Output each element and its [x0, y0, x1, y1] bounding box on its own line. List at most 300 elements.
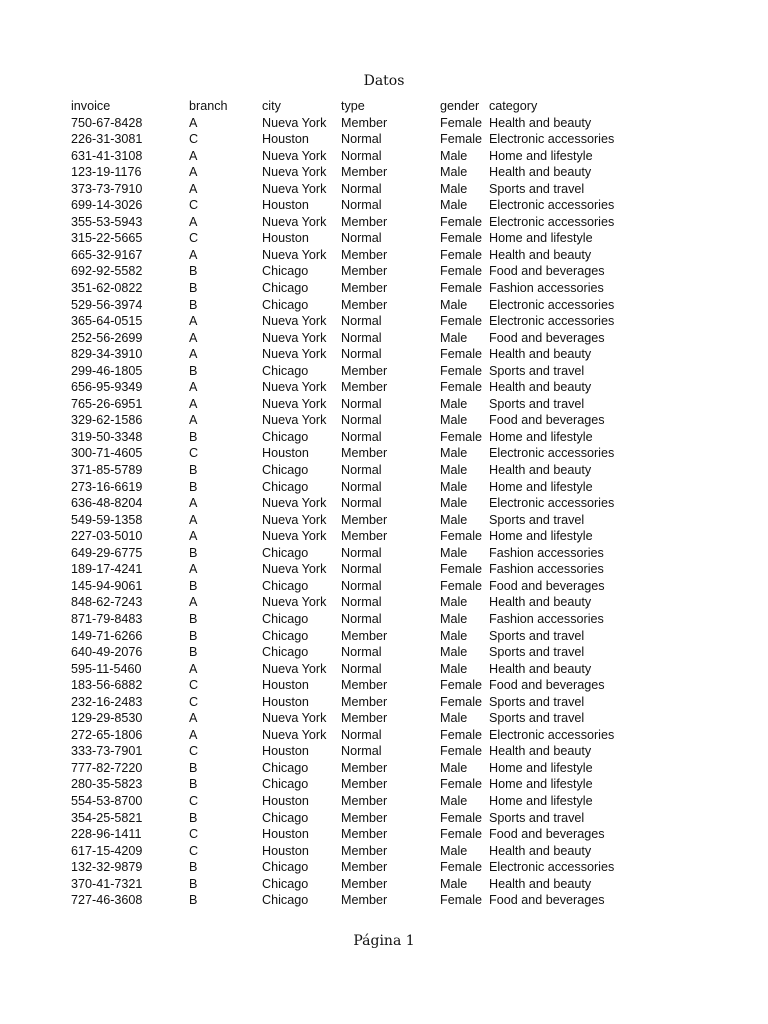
- branch-cell: B: [189, 893, 198, 908]
- city-cell: Chicago: [262, 611, 309, 626]
- gender-cell: Female: [440, 115, 482, 130]
- branch-cell: A: [189, 247, 198, 262]
- gender-cell: Female: [440, 810, 482, 825]
- category-cell: Health and beauty: [489, 165, 592, 180]
- branch-cell: B: [189, 479, 198, 494]
- city-cell: Nueva York: [262, 661, 327, 676]
- table-row: [71, 859, 649, 876]
- invoice-cell: 373-73-7910: [71, 181, 143, 196]
- type-cell: Member: [341, 281, 388, 296]
- branch-cell: B: [189, 429, 198, 444]
- branch-cell: B: [189, 297, 198, 312]
- city-cell: Nueva York: [262, 727, 327, 742]
- category-cell: Sports and travel: [489, 810, 585, 825]
- branch-cell: B: [189, 611, 198, 626]
- invoice-cell: 665-32-9167: [71, 247, 143, 262]
- category-cell: Electronic accessories: [489, 727, 615, 742]
- city-cell: Chicago: [262, 479, 309, 494]
- city-cell: Houston: [262, 231, 309, 246]
- invoice-cell: 636-48-8204: [71, 496, 143, 511]
- table-row: [71, 197, 649, 214]
- city-cell: Houston: [262, 694, 309, 709]
- type-cell: Normal: [341, 463, 382, 478]
- invoice-cell: 777-82-7220: [71, 760, 143, 775]
- category-cell: Sports and travel: [489, 363, 585, 378]
- category-cell: Home and lifestyle: [489, 760, 593, 775]
- gender-cell: Female: [440, 380, 482, 395]
- table-body: [71, 115, 649, 909]
- category-cell: Health and beauty: [489, 843, 592, 858]
- table-row: [71, 710, 649, 727]
- invoice-cell: 529-56-3974: [71, 297, 143, 312]
- type-cell: Normal: [341, 496, 382, 511]
- city-cell: Chicago: [262, 860, 309, 875]
- category-cell: Health and beauty: [489, 876, 592, 891]
- category-cell: Health and beauty: [489, 744, 592, 759]
- type-cell: Normal: [341, 132, 382, 147]
- invoice-cell: 370-41-7321: [71, 876, 143, 891]
- type-cell: Member: [341, 115, 388, 130]
- gender-cell: Female: [440, 132, 482, 147]
- table-row: [71, 545, 649, 562]
- gender-cell: Female: [440, 562, 482, 577]
- table-row: [71, 313, 649, 330]
- gender-cell: Male: [440, 611, 468, 626]
- type-cell: Member: [341, 860, 388, 875]
- category-cell: Electronic accessories: [489, 446, 615, 461]
- invoice-cell: 232-16-2483: [71, 694, 143, 709]
- branch-cell: C: [189, 198, 199, 213]
- branch-cell: A: [189, 413, 198, 428]
- city-cell: Nueva York: [262, 115, 327, 130]
- gender-cell: Male: [440, 297, 468, 312]
- type-cell: Member: [341, 529, 388, 544]
- branch-cell: A: [189, 396, 198, 411]
- type-cell: Normal: [341, 330, 382, 345]
- branch-cell: B: [189, 760, 198, 775]
- table-row: [71, 263, 649, 280]
- branch-cell: A: [189, 661, 198, 676]
- city-cell: Nueva York: [262, 347, 327, 362]
- table-row: [71, 495, 649, 512]
- city-cell: Chicago: [262, 264, 309, 279]
- table-row: [71, 727, 649, 744]
- city-cell: Chicago: [262, 578, 309, 593]
- type-cell: Normal: [341, 595, 382, 610]
- table-row: [71, 148, 649, 165]
- category-cell: Health and beauty: [489, 595, 592, 610]
- page-footer: Página 1: [353, 933, 415, 949]
- invoice-cell: 549-59-1358: [71, 512, 143, 527]
- city-cell: Chicago: [262, 429, 309, 444]
- type-cell: Member: [341, 777, 388, 792]
- table-row: [71, 230, 649, 247]
- type-cell: Normal: [341, 727, 382, 742]
- table-row: [71, 396, 649, 413]
- category-cell: Home and lifestyle: [489, 148, 593, 163]
- gender-cell: Male: [440, 645, 468, 660]
- table-row: [71, 561, 649, 578]
- invoice-cell: 631-41-3108: [71, 148, 143, 163]
- invoice-cell: 300-71-4605: [71, 446, 143, 461]
- table-row: [71, 661, 649, 678]
- city-cell: Nueva York: [262, 380, 327, 395]
- city-cell: Houston: [262, 827, 309, 842]
- gender-cell: Male: [440, 876, 468, 891]
- city-cell: Chicago: [262, 463, 309, 478]
- gender-cell: Female: [440, 214, 482, 229]
- table-row: [71, 115, 649, 132]
- invoice-cell: 617-15-4209: [71, 843, 143, 858]
- category-cell: Food and beverages: [489, 578, 605, 593]
- table-row: [71, 462, 649, 479]
- gender-cell: Male: [440, 496, 468, 511]
- invoice-cell: 354-25-5821: [71, 810, 143, 825]
- table-row: [71, 578, 649, 595]
- invoice-cell: 871-79-8483: [71, 611, 143, 626]
- type-cell: Member: [341, 793, 388, 808]
- column-header: branch: [189, 99, 228, 113]
- invoice-cell: 365-64-0515: [71, 314, 143, 329]
- branch-cell: C: [189, 446, 199, 461]
- category-cell: Fashion accessories: [489, 281, 604, 296]
- gender-cell: Male: [440, 413, 468, 428]
- gender-cell: Male: [440, 330, 468, 345]
- category-cell: Sports and travel: [489, 694, 585, 709]
- category-cell: Food and beverages: [489, 678, 605, 693]
- type-cell: Member: [341, 893, 388, 908]
- invoice-cell: 351-62-0822: [71, 281, 143, 296]
- city-cell: Chicago: [262, 810, 309, 825]
- table-row: [71, 412, 649, 429]
- city-cell: Nueva York: [262, 148, 327, 163]
- city-cell: Nueva York: [262, 711, 327, 726]
- category-cell: Food and beverages: [489, 264, 605, 279]
- column-header: city: [262, 99, 281, 113]
- table-row: [71, 760, 649, 777]
- type-cell: Normal: [341, 148, 382, 163]
- branch-cell: A: [189, 711, 198, 726]
- category-cell: Food and beverages: [489, 413, 605, 428]
- city-cell: Chicago: [262, 545, 309, 560]
- type-cell: Normal: [341, 396, 382, 411]
- category-cell: Health and beauty: [489, 661, 592, 676]
- category-cell: Electronic accessories: [489, 860, 615, 875]
- type-cell: Member: [341, 165, 388, 180]
- invoice-cell: 595-11-5460: [71, 661, 142, 676]
- category-cell: Health and beauty: [489, 380, 592, 395]
- table-row: [71, 297, 649, 314]
- branch-cell: A: [189, 165, 198, 180]
- city-cell: Nueva York: [262, 165, 327, 180]
- gender-cell: Female: [440, 363, 482, 378]
- city-cell: Houston: [262, 793, 309, 808]
- type-cell: Normal: [341, 231, 382, 246]
- table-row: [71, 611, 649, 628]
- city-cell: Houston: [262, 744, 309, 759]
- table-row: [71, 214, 649, 231]
- table-row: [71, 280, 649, 297]
- type-cell: Member: [341, 297, 388, 312]
- branch-cell: A: [189, 148, 198, 163]
- invoice-cell: 333-73-7901: [71, 744, 143, 759]
- table-row: [71, 776, 649, 793]
- branch-cell: A: [189, 347, 198, 362]
- data-table: [71, 98, 649, 909]
- type-cell: Normal: [341, 429, 382, 444]
- page-title: Datos: [363, 73, 405, 89]
- table-row: [71, 892, 649, 909]
- category-cell: Food and beverages: [489, 827, 605, 842]
- branch-cell: B: [189, 645, 198, 660]
- gender-cell: Male: [440, 479, 468, 494]
- type-cell: Member: [341, 247, 388, 262]
- category-cell: Fashion accessories: [489, 562, 604, 577]
- city-cell: Chicago: [262, 777, 309, 792]
- invoice-cell: 848-62-7243: [71, 595, 143, 610]
- invoice-cell: 319-50-3348: [71, 429, 143, 444]
- table-row: [71, 628, 649, 645]
- table-row: [71, 694, 649, 711]
- type-cell: Member: [341, 363, 388, 378]
- category-cell: Electronic accessories: [489, 198, 615, 213]
- category-cell: Food and beverages: [489, 893, 605, 908]
- type-cell: Normal: [341, 645, 382, 660]
- invoice-cell: 252-56-2699: [71, 330, 143, 345]
- gender-cell: Male: [440, 661, 468, 676]
- table-row: [71, 346, 649, 363]
- category-cell: Health and beauty: [489, 347, 592, 362]
- branch-cell: C: [189, 132, 199, 147]
- type-cell: Member: [341, 843, 388, 858]
- gender-cell: Male: [440, 198, 468, 213]
- gender-cell: Male: [440, 628, 468, 643]
- branch-cell: A: [189, 496, 198, 511]
- invoice-cell: 129-29-8530: [71, 711, 143, 726]
- branch-cell: A: [189, 512, 198, 527]
- gender-cell: Female: [440, 893, 482, 908]
- gender-cell: Female: [440, 727, 482, 742]
- gender-cell: Female: [440, 247, 482, 262]
- category-cell: Health and beauty: [489, 247, 592, 262]
- gender-cell: Male: [440, 595, 468, 610]
- invoice-cell: 226-31-3081: [71, 132, 143, 147]
- gender-cell: Male: [440, 711, 468, 726]
- type-cell: Normal: [341, 347, 382, 362]
- invoice-cell: 189-17-4241: [71, 562, 143, 577]
- gender-cell: Male: [440, 165, 468, 180]
- type-cell: Normal: [341, 479, 382, 494]
- city-cell: Nueva York: [262, 247, 327, 262]
- type-cell: Member: [341, 380, 388, 395]
- type-cell: Member: [341, 711, 388, 726]
- gender-cell: Female: [440, 860, 482, 875]
- branch-cell: C: [189, 694, 199, 709]
- invoice-cell: 640-49-2076: [71, 645, 143, 660]
- city-cell: Houston: [262, 132, 309, 147]
- category-cell: Sports and travel: [489, 396, 585, 411]
- branch-cell: B: [189, 777, 198, 792]
- column-header: invoice: [71, 99, 111, 113]
- invoice-cell: 355-53-5943: [71, 214, 143, 229]
- invoice-cell: 765-26-6951: [71, 396, 143, 411]
- city-cell: Chicago: [262, 760, 309, 775]
- city-cell: Houston: [262, 446, 309, 461]
- invoice-cell: 299-46-1805: [71, 363, 143, 378]
- gender-cell: Female: [440, 827, 482, 842]
- invoice-cell: 692-92-5582: [71, 264, 143, 279]
- invoice-cell: 273-16-6619: [71, 479, 143, 494]
- branch-cell: C: [189, 744, 199, 759]
- table-row: [71, 528, 649, 545]
- invoice-cell: 123-19-1176: [71, 165, 142, 180]
- category-cell: Sports and travel: [489, 645, 585, 660]
- branch-cell: B: [189, 281, 198, 296]
- gender-cell: Male: [440, 396, 468, 411]
- category-cell: Home and lifestyle: [489, 529, 593, 544]
- category-cell: Home and lifestyle: [489, 231, 593, 246]
- city-cell: Nueva York: [262, 214, 327, 229]
- table-row: [71, 843, 649, 860]
- category-cell: Fashion accessories: [489, 545, 604, 560]
- city-cell: Nueva York: [262, 496, 327, 511]
- gender-cell: Male: [440, 512, 468, 527]
- city-cell: Nueva York: [262, 413, 327, 428]
- table-row: [71, 379, 649, 396]
- city-cell: Nueva York: [262, 512, 327, 527]
- gender-cell: Female: [440, 429, 482, 444]
- gender-cell: Male: [440, 463, 468, 478]
- invoice-cell: 750-67-8428: [71, 115, 143, 130]
- category-cell: Food and beverages: [489, 330, 605, 345]
- category-cell: Home and lifestyle: [489, 777, 593, 792]
- branch-cell: B: [189, 628, 198, 643]
- branch-cell: B: [189, 264, 198, 279]
- column-header: category: [489, 99, 538, 113]
- branch-cell: B: [189, 876, 198, 891]
- category-cell: Sports and travel: [489, 628, 585, 643]
- branch-cell: A: [189, 115, 198, 130]
- city-cell: Houston: [262, 198, 309, 213]
- city-cell: Chicago: [262, 628, 309, 643]
- type-cell: Normal: [341, 198, 382, 213]
- city-cell: Chicago: [262, 645, 309, 660]
- invoice-cell: 649-29-6775: [71, 545, 143, 560]
- table-row: [71, 793, 649, 810]
- table-row: [71, 363, 649, 380]
- invoice-cell: 727-46-3608: [71, 893, 143, 908]
- table-row: [71, 594, 649, 611]
- table-row: [71, 164, 649, 181]
- branch-cell: B: [189, 363, 198, 378]
- type-cell: Member: [341, 876, 388, 891]
- branch-cell: A: [189, 330, 198, 345]
- type-cell: Normal: [341, 545, 382, 560]
- gender-cell: Male: [440, 148, 468, 163]
- city-cell: Nueva York: [262, 529, 327, 544]
- gender-cell: Male: [440, 793, 468, 808]
- gender-cell: Male: [440, 843, 468, 858]
- gender-cell: Female: [440, 314, 482, 329]
- city-cell: Houston: [262, 843, 309, 858]
- type-cell: Normal: [341, 661, 382, 676]
- column-header: type: [341, 99, 365, 113]
- category-cell: Health and beauty: [489, 463, 592, 478]
- type-cell: Member: [341, 694, 388, 709]
- branch-cell: B: [189, 545, 198, 560]
- branch-cell: A: [189, 562, 198, 577]
- invoice-cell: 554-53-8700: [71, 793, 143, 808]
- city-cell: Chicago: [262, 876, 309, 891]
- type-cell: Member: [341, 678, 388, 693]
- table-row: [71, 743, 649, 760]
- gender-cell: Female: [440, 529, 482, 544]
- gender-cell: Female: [440, 281, 482, 296]
- invoice-cell: 829-34-3910: [71, 347, 143, 362]
- branch-cell: A: [189, 727, 198, 742]
- branch-cell: A: [189, 595, 198, 610]
- category-cell: Electronic accessories: [489, 132, 615, 147]
- invoice-cell: 699-14-3026: [71, 198, 143, 213]
- category-cell: Home and lifestyle: [489, 429, 593, 444]
- branch-cell: C: [189, 793, 199, 808]
- type-cell: Normal: [341, 562, 382, 577]
- city-cell: Nueva York: [262, 595, 327, 610]
- type-cell: Normal: [341, 744, 382, 759]
- invoice-cell: 371-85-5789: [71, 463, 143, 478]
- table-row: [71, 131, 649, 148]
- table-row: [71, 876, 649, 893]
- city-cell: Chicago: [262, 297, 309, 312]
- table-row: [71, 677, 649, 694]
- branch-cell: C: [189, 678, 199, 693]
- city-cell: Nueva York: [262, 396, 327, 411]
- city-cell: Nueva York: [262, 314, 327, 329]
- table-row: [71, 445, 649, 462]
- branch-cell: B: [189, 463, 198, 478]
- type-cell: Normal: [341, 413, 382, 428]
- branch-cell: C: [189, 827, 199, 842]
- branch-cell: B: [189, 578, 198, 593]
- table-row: [71, 181, 649, 198]
- gender-cell: Male: [440, 760, 468, 775]
- city-cell: Nueva York: [262, 330, 327, 345]
- category-cell: Electronic accessories: [489, 314, 615, 329]
- category-cell: Home and lifestyle: [489, 793, 593, 808]
- table-row: [71, 826, 649, 843]
- city-cell: Nueva York: [262, 562, 327, 577]
- branch-cell: A: [189, 380, 198, 395]
- gender-cell: Female: [440, 578, 482, 593]
- branch-cell: A: [189, 181, 198, 196]
- city-cell: Chicago: [262, 363, 309, 378]
- category-cell: Electronic accessories: [489, 496, 615, 511]
- branch-cell: C: [189, 843, 199, 858]
- city-cell: Houston: [262, 678, 309, 693]
- invoice-cell: 145-94-9061: [71, 578, 143, 593]
- type-cell: Normal: [341, 611, 382, 626]
- city-cell: Chicago: [262, 281, 309, 296]
- table-row: [71, 247, 649, 264]
- type-cell: Member: [341, 264, 388, 279]
- header-row: [71, 98, 649, 115]
- category-cell: Electronic accessories: [489, 297, 615, 312]
- gender-cell: Female: [440, 694, 482, 709]
- category-cell: Sports and travel: [489, 711, 585, 726]
- table-row: [71, 429, 649, 446]
- gender-cell: Male: [440, 181, 468, 196]
- type-cell: Member: [341, 810, 388, 825]
